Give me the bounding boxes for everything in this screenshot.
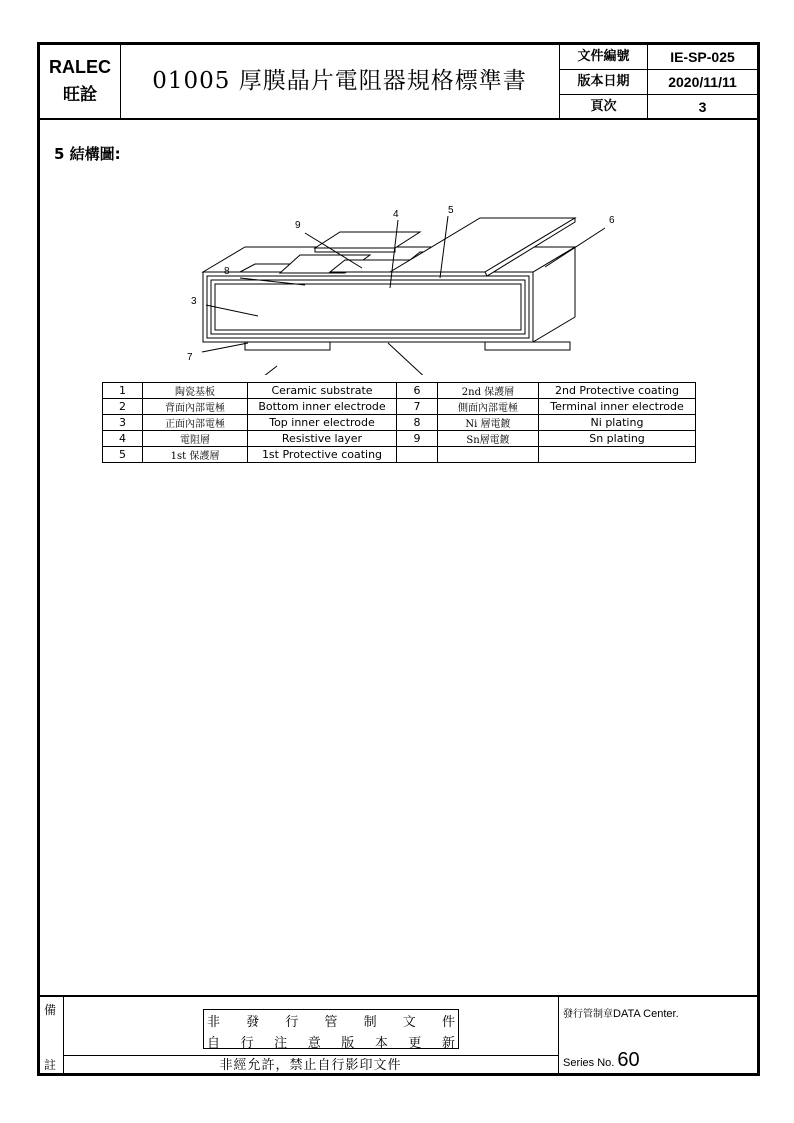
company-name-en: RALEC bbox=[49, 57, 111, 77]
parts-cell-no: 1 bbox=[103, 383, 143, 399]
issuer-label-zh: 發行管制章 bbox=[563, 1009, 613, 1020]
version-date-label: 版本日期 bbox=[560, 70, 648, 94]
bottom-electrode-right bbox=[485, 342, 570, 350]
parts-table-row bbox=[103, 383, 696, 399]
ceramic-substrate bbox=[215, 284, 521, 330]
parts-table-row bbox=[103, 399, 696, 415]
series-number bbox=[563, 1049, 640, 1072]
parts-cell-no: 5 bbox=[103, 447, 143, 463]
parts-cell-no: 2 bbox=[103, 399, 143, 415]
doc-number-row bbox=[560, 45, 757, 70]
parts-cell-zh: 陶瓷基板 bbox=[143, 383, 248, 399]
document-title: 01005 厚膜晶片電阻器規格標準書 bbox=[120, 45, 560, 118]
notice-char: 制 bbox=[363, 1015, 377, 1030]
parts-cell-en: Top inner electrode bbox=[248, 415, 397, 431]
page-value: 3 bbox=[698, 99, 707, 115]
issuer-label-en: DATA Center. bbox=[613, 1008, 679, 1020]
remark-column bbox=[40, 997, 64, 1075]
notice-char: 發 bbox=[246, 1015, 260, 1030]
parts-table-row bbox=[103, 415, 696, 431]
callout-7: 7 bbox=[187, 352, 193, 363]
notice-char: 新 bbox=[441, 1036, 455, 1051]
parts-cell-en2: Sn plating bbox=[539, 431, 696, 447]
notice-char: 非 bbox=[207, 1015, 221, 1030]
parts-cell-zh2: 側面內部電極 bbox=[438, 399, 539, 415]
callout-9: 9 bbox=[295, 220, 301, 231]
notice-char: 注 bbox=[274, 1036, 288, 1051]
callout-3: 3 bbox=[191, 296, 197, 307]
uncontrolled-notice-box bbox=[203, 1009, 459, 1049]
notice-char: 自 bbox=[207, 1036, 221, 1051]
parts-cell-no2: 7 bbox=[397, 399, 438, 415]
parts-cell-en: Ceramic substrate bbox=[248, 383, 397, 399]
company-name-zh: 旺詮 bbox=[63, 85, 97, 105]
series-value: 60 bbox=[617, 1049, 640, 1071]
parts-cell-no2: 6 bbox=[397, 383, 438, 399]
notice-char: 管 bbox=[324, 1015, 338, 1030]
document-header bbox=[40, 45, 757, 120]
parts-table bbox=[102, 382, 696, 463]
parts-cell-no: 4 bbox=[103, 431, 143, 447]
doc-number-label: 文件編號 bbox=[560, 45, 648, 69]
document-meta bbox=[560, 45, 757, 118]
callout-4: 4 bbox=[393, 209, 399, 220]
version-date-row bbox=[560, 70, 757, 95]
parts-table-body bbox=[103, 383, 696, 463]
doc-number-value: IE-SP-025 bbox=[670, 49, 735, 65]
remark-bottom: 註 bbox=[44, 1058, 57, 1072]
parts-cell-en: 1st Protective coating bbox=[248, 447, 397, 463]
parts-cell-no2 bbox=[397, 447, 438, 463]
parts-cell-en2: Ni plating bbox=[539, 415, 696, 431]
series-label: Series No. bbox=[563, 1057, 615, 1069]
notice-char: 本 bbox=[374, 1036, 388, 1051]
parts-cell-zh: 背面內部電極 bbox=[143, 399, 248, 415]
parts-cell-zh: 正面內部電極 bbox=[143, 415, 248, 431]
parts-cell-en2 bbox=[539, 447, 696, 463]
parts-cell-zh2: 2nd 保護層 bbox=[438, 383, 539, 399]
leader-1 bbox=[388, 343, 443, 375]
page-label: 頁次 bbox=[560, 95, 648, 118]
section-title: 5 結構圖: bbox=[54, 145, 121, 163]
structure-diagram bbox=[140, 160, 640, 375]
parts-cell-en: Bottom inner electrode bbox=[248, 399, 397, 415]
document-frame bbox=[37, 42, 760, 1076]
issuer-stamp-label bbox=[563, 1005, 679, 1020]
notice-line-2 bbox=[204, 1031, 458, 1052]
parts-cell-zh2 bbox=[438, 447, 539, 463]
parts-cell-en2: Terminal inner electrode bbox=[539, 399, 696, 415]
callout-6: 6 bbox=[609, 215, 615, 226]
document-footer bbox=[40, 995, 757, 1075]
copy-prohibition-text: 非經允許，禁止自行影印文件 bbox=[63, 1055, 558, 1075]
notice-char: 文 bbox=[402, 1015, 416, 1030]
notice-char: 意 bbox=[307, 1036, 321, 1051]
leader-2 bbox=[228, 366, 277, 375]
version-date-value: 2020/11/11 bbox=[668, 74, 737, 90]
parts-cell-en: Resistive layer bbox=[248, 431, 397, 447]
company-block bbox=[40, 45, 121, 118]
remark-top: 備 bbox=[44, 1003, 57, 1017]
parts-table-row bbox=[103, 431, 696, 447]
leader-7 bbox=[202, 343, 248, 352]
parts-cell-zh: 1st 保護層 bbox=[143, 447, 248, 463]
parts-cell-zh2: Ni 層電鍍 bbox=[438, 415, 539, 431]
notice-char: 更 bbox=[408, 1036, 422, 1051]
parts-cell-no2: 9 bbox=[397, 431, 438, 447]
parts-table-row bbox=[103, 447, 696, 463]
notice-char: 行 bbox=[240, 1036, 254, 1051]
sn-plating-edge bbox=[315, 248, 395, 252]
sn-plating bbox=[315, 232, 420, 248]
notice-char: 行 bbox=[285, 1015, 299, 1030]
callout-5: 5 bbox=[448, 205, 454, 216]
parts-cell-en2: 2nd Protective coating bbox=[539, 383, 696, 399]
issuer-area bbox=[558, 997, 757, 1075]
notice-char: 件 bbox=[441, 1015, 455, 1030]
parts-cell-no2: 8 bbox=[397, 415, 438, 431]
parts-cell-zh2: Sn層電鍍 bbox=[438, 431, 539, 447]
footer-notice-area bbox=[63, 997, 559, 1075]
bottom-electrode-left bbox=[245, 342, 330, 350]
parts-cell-zh: 電阻層 bbox=[143, 431, 248, 447]
notice-line-1 bbox=[204, 1010, 458, 1031]
callout-8: 8 bbox=[224, 266, 230, 277]
parts-cell-no: 3 bbox=[103, 415, 143, 431]
notice-char: 版 bbox=[341, 1036, 355, 1051]
page-row bbox=[560, 95, 757, 118]
